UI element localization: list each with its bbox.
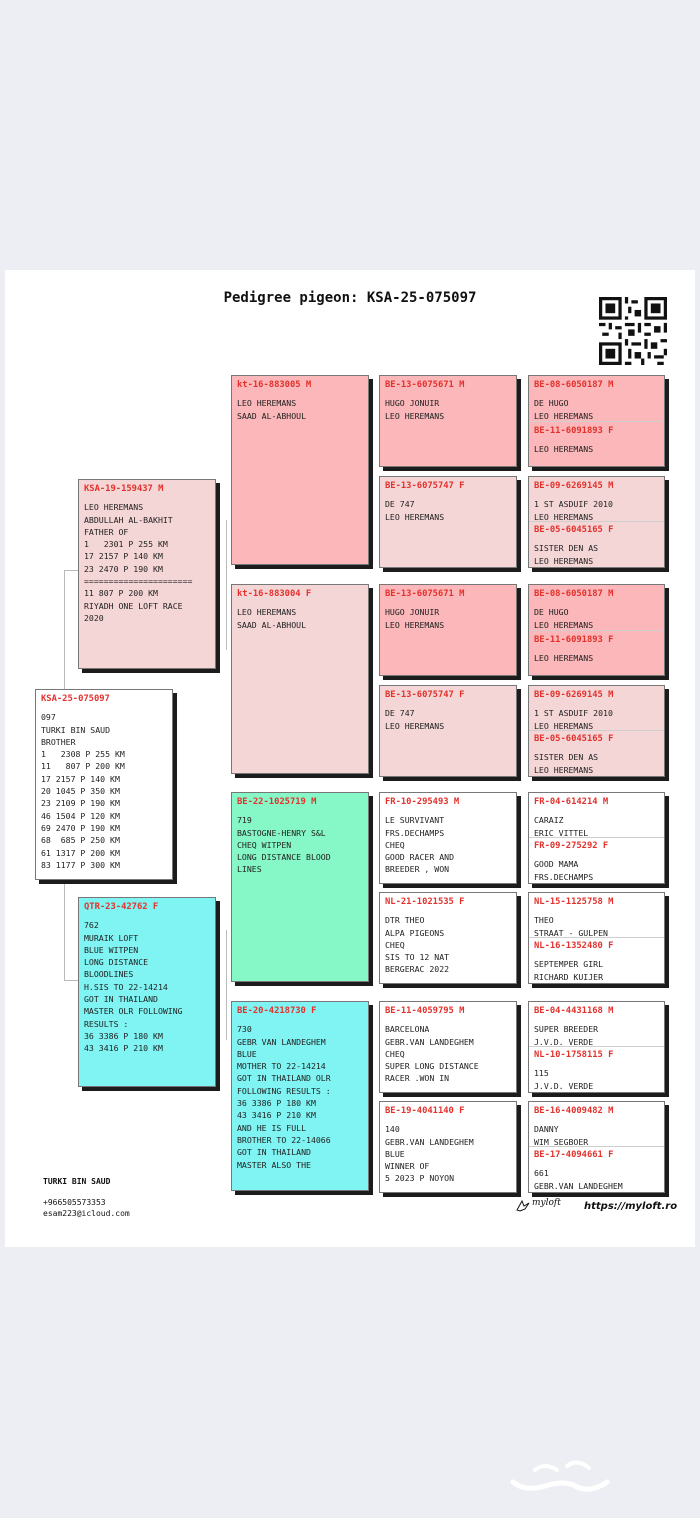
ring-id: BE-13-6075747 F — [385, 690, 465, 700]
subject-details: 097 TURKI BIN SAUD BROTHER 1 2308 P 255 KM 11 807 P 200 KM 17 2157 P 140 KM 20 1045 P 350 KM 23 2109 P 190 KM 46 1504 P 120 KM 69 2470 P 190 KM 68 685 P 250 KM 61 1317 P 200 KM 83 1177 P 300 KM — [41, 712, 125, 870]
gen4-entry — [534, 1049, 662, 1092]
bird-details: BARCELONA GEBR.VAN LANDEGHEM CHEQ SUPER LONG DISTANCE RACER .WON IN — [385, 1024, 479, 1084]
bird-details: 719 BASTOGNE-HENRY S&L CHEQ WITPEN LONG DISTANCE BLOOD LINES — [237, 815, 331, 875]
ring-id: FR-10-295493 M — [385, 797, 460, 807]
gen2-card — [231, 584, 369, 774]
divider — [529, 1146, 664, 1147]
ring-id: BE-16-4009482 M — [534, 1106, 614, 1116]
ring-id: BE-11-6091893 F — [534, 426, 614, 436]
bird-details: 115 J.V.D. VERDE — [534, 1068, 594, 1091]
ring-id: NL-15-1125758 M — [534, 897, 614, 907]
bird-details: 730 GEBR VAN LANDEGHEM BLUE MOTHER TO 22-14214 GOT IN THAILAND OLR FOLLOWING RESULTS : 36 3386 P 180 KM 43 3416 P 210 KM AND HE IS FULL BROTHER TO 22-14066 GOT IN THAILAND MASTER ALSO THE — [237, 1024, 331, 1170]
gen4-entry — [534, 425, 662, 456]
gen4-entry — [534, 1105, 662, 1148]
bird-details: DE HUGO LEO HEREMANS — [534, 398, 594, 421]
ring-id: NL-10-1758115 F — [534, 1050, 614, 1060]
gen4-pair-card — [528, 584, 665, 676]
gen4-entry — [534, 796, 662, 839]
bird-details: DE 747 LEO HEREMANS — [385, 708, 445, 731]
gen4-entry — [534, 588, 662, 631]
gen2-card — [231, 375, 369, 565]
ring-id: BE-08-6050187 M — [534, 380, 614, 390]
owner-name: TURKI BIN SAUD — [43, 1177, 111, 1186]
connector-line — [226, 930, 227, 1040]
ring-id: FR-04-614214 M — [534, 797, 609, 807]
bird-details: SISTER DEN AS LEO HEREMANS — [534, 752, 599, 775]
ring-id: BE-11-6091893 F — [534, 635, 614, 645]
connector-line — [64, 980, 78, 981]
gen4-entry — [534, 733, 662, 776]
divider — [529, 521, 664, 522]
ring-id: BE-17-4094661 F — [534, 1150, 614, 1160]
bird-details: 140 GEBR.VAN LANDEGHEM BLUE WINNER OF 5 2023 P NOYON — [385, 1124, 474, 1184]
bird-details: HUGO JONUIR LEO HEREMANS — [385, 398, 445, 421]
gen2-card — [231, 792, 369, 982]
bird-details: SISTER DEN AS LEO HEREMANS — [534, 543, 599, 566]
bird-details: DE 747 LEO HEREMANS — [385, 499, 445, 522]
gen3-card — [379, 1101, 517, 1193]
bird-details: LEO HEREMANS SAAD AL-ABHOUL — [237, 607, 307, 630]
connector-line — [64, 880, 65, 980]
ring-id: BE-04-4431168 M — [534, 1006, 614, 1016]
gen4-entry — [534, 634, 662, 665]
divider — [529, 937, 664, 938]
gen4-entry — [534, 1005, 662, 1048]
connector-line — [64, 570, 65, 690]
gen4-pair-card — [528, 476, 665, 568]
gen4-pair-card — [528, 1101, 665, 1193]
subject-ring-id: KSA-25-075097 — [41, 694, 110, 704]
bird-details: SUPER BREEDER J.V.D. VERDE — [534, 1024, 599, 1047]
gen4-entry — [534, 379, 662, 422]
gen4-pair-card — [528, 685, 665, 777]
qr-code-icon — [599, 297, 667, 365]
ring-id: kt-16-883005 M — [237, 380, 312, 390]
dam-details: 762 MURAIK LOFT BLUE WITPEN LONG DISTANCE BLOODLINES H.SIS TO 22-14214 GOT IN THAILAND MASTER OLR FOLLOWING RESULTS : 36 3386 P 180 KM 43 3416 P 210 KM — [84, 920, 183, 1054]
bird-details: GOOD MAMA FRS.DECHAMPS — [534, 859, 594, 882]
gen4-entry — [534, 1149, 662, 1192]
gen4-pair-card — [528, 1001, 665, 1093]
bird-details: THEO STRAAT - GULPEN — [534, 915, 608, 938]
ring-id: BE-19-4041140 F — [385, 1106, 465, 1116]
sire-details: LEO HEREMANS ABDULLAH AL-BAKHIT FATHER OF 1 2301 P 255 KM 17 2157 P 140 KM 23 2470 P 190 KM ====================== 11 807 P 200 KM RIYADH ONE LOFT RACE 2020 — [84, 502, 193, 623]
gen3-card — [379, 685, 517, 777]
bird-details: LEO HEREMANS — [534, 444, 594, 455]
bird-details: DANNY WIM SEGBOER — [534, 1124, 589, 1147]
owner-email: esam223@icloud.com — [43, 1209, 130, 1218]
owner-phone: +966505573353 — [43, 1198, 106, 1207]
sire-card — [78, 479, 216, 669]
ring-id: BE-08-6050187 M — [534, 589, 614, 599]
gen4-entry — [534, 896, 662, 939]
gen4-entry — [534, 689, 662, 732]
bird-details: CARAIZ ERIC VITTEL — [534, 815, 589, 838]
ring-id: BE-20-4218730 F — [237, 1006, 317, 1016]
dam-card — [78, 897, 216, 1087]
gen3-card — [379, 375, 517, 467]
divider — [529, 630, 664, 631]
gen3-card — [379, 476, 517, 568]
bird-details: DE HUGO LEO HEREMANS — [534, 607, 594, 630]
divider — [529, 1046, 664, 1047]
ring-id: NL-21-1021535 F — [385, 897, 465, 907]
bird-details: LEO HEREMANS SAAD AL-ABHOUL — [237, 398, 307, 421]
gen3-card — [379, 584, 517, 676]
ring-id: BE-05-6045165 F — [534, 525, 614, 535]
gen4-entry — [534, 480, 662, 523]
gen3-card — [379, 792, 517, 884]
gen4-pair-card — [528, 375, 665, 467]
subject-card — [35, 689, 173, 880]
divider — [529, 421, 664, 422]
gen4-entry — [534, 940, 662, 983]
gen3-card — [379, 1001, 517, 1093]
bird-details: 661 GEBR.VAN LANDEGHEM — [534, 1168, 623, 1191]
connector-line — [64, 570, 78, 571]
ring-id: BE-09-6269145 M — [534, 690, 614, 700]
gen3-card — [379, 892, 517, 984]
dam-ring-id: QTR-23-42762 F — [84, 902, 159, 912]
ring-id: BE-05-6045165 F — [534, 734, 614, 744]
gen2-card — [231, 1001, 369, 1191]
ring-id: FR-09-275292 F — [534, 841, 609, 851]
ring-id: BE-13-6075671 M — [385, 380, 465, 390]
pigeon-logo-icon — [515, 1198, 531, 1214]
ring-id: BE-11-4059795 M — [385, 1006, 465, 1016]
ring-id: kt-16-883004 F — [237, 589, 312, 599]
divider — [529, 837, 664, 838]
ring-id: BE-13-6075747 F — [385, 481, 465, 491]
bird-details: SEPTEMPER GIRL RICHARD KUIJER — [534, 959, 604, 982]
bird-details: DTR THEO ALPA PIGEONS CHEQ SIS TO 12 NAT BERGERAC 2022 — [385, 915, 450, 975]
divider — [529, 730, 664, 731]
gen4-entry — [534, 524, 662, 567]
gen4-entry — [534, 840, 662, 883]
bird-details: LEO HEREMANS — [534, 653, 594, 664]
ring-id: BE-13-6075671 M — [385, 589, 465, 599]
gen4-pair-card — [528, 892, 665, 984]
sire-ring-id: KSA-19-159437 M — [84, 484, 164, 494]
bird-details: LE SURVIVANT FRS.DECHAMPS CHEQ GOOD RACER AND BREEDER , WON — [385, 815, 455, 875]
brand-logo: myloft — [532, 1198, 561, 1208]
ring-id: BE-22-1025719 M — [237, 797, 317, 807]
brand-url: https://myloft.ro — [584, 1201, 678, 1212]
ring-id: NL-16-1352480 F — [534, 941, 614, 951]
page-title: Pedigree pigeon: KSA-25-075097 — [223, 290, 477, 306]
bird-details: 1 ST ASDUIF 2010 LEO HEREMANS — [534, 499, 613, 522]
bird-details: HUGO JONUIR LEO HEREMANS — [385, 607, 445, 630]
connector-line — [226, 520, 227, 650]
gen4-pair-card — [528, 792, 665, 884]
bird-details: 1 ST ASDUIF 2010 LEO HEREMANS — [534, 708, 613, 731]
ring-id: BE-09-6269145 M — [534, 481, 614, 491]
haraj-watermark-icon — [505, 1452, 615, 1496]
